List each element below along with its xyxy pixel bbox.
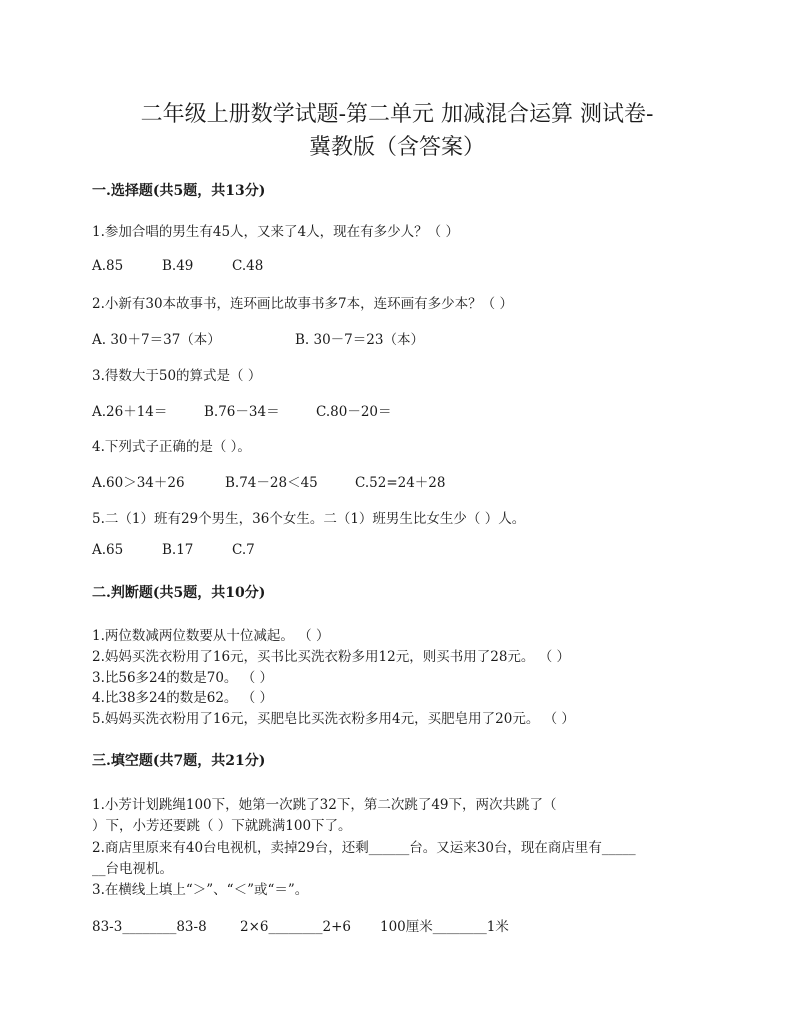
q3-option-c: C.80－20＝ — [316, 404, 392, 420]
judge-item-3: 3.比56多24的数是70。 （ ） — [92, 670, 273, 686]
page-title-line2: 冀教版（含答案） — [308, 135, 485, 160]
section2-heading: 二.判断题(共5题，共10分) — [92, 585, 266, 601]
judge-item-5: 5.妈妈买洗衣粉用了16元，买肥皂比买洗衣粉多用4元，买肥皂用了20元。 （ ） — [92, 711, 575, 727]
fill-q1-line2: ）下，小芳还要跳（ ）下就跳满100下了。 — [92, 818, 352, 834]
fill-q1-line1: 1.小芳计划跳绳100下，她第一次跳了32下，第二次跳了49下，两次共跳了（ — [92, 797, 557, 813]
q3-stem: 3.得数大于50的算式是（ ） — [92, 368, 262, 384]
q3-option-b: B.76－34＝ — [204, 404, 280, 420]
q4-stem: 4.下列式子正确的是（ ）。 — [92, 439, 251, 455]
fill-q3-stem: 3.在横线上填上“＞”、“＜”或“＝”。 — [92, 882, 309, 898]
q5-option-b: B.17 — [162, 542, 194, 558]
page-title-line1: 二年级上册数学试题-第二单元 加减混合运算 测试卷- — [140, 102, 654, 127]
q5-options — [92, 542, 255, 558]
fill-q3-item-1: 83-3________83-8 — [92, 919, 207, 935]
section1-heading: 一.选择题(共5题，共13分) — [92, 183, 266, 199]
fill-q3-item-2: 2×6________2+6 — [240, 919, 351, 935]
q1-option-b: B.49 — [162, 258, 194, 274]
q1-stem: 1.参加合唱的男生有45人，又来了4人，现在有多少人？（ ） — [92, 224, 459, 240]
q2-options — [92, 328, 424, 348]
q2-option-a: A. 30＋7＝37（本） — [92, 332, 221, 348]
section3-heading: 三.填空题(共7题，共21分) — [92, 753, 266, 769]
q4-option-b: B.74－28＜45 — [225, 475, 318, 491]
judge-item-1: 1.两位数减两位数要从十位减起。 （ ） — [92, 628, 330, 644]
q4-option-c: C.52=24＋28 — [355, 475, 446, 491]
q2-stem: 2.小新有30本故事书，连环画比故事书多7本，连环画有多少本？（ ） — [92, 296, 513, 312]
q4-options — [92, 471, 446, 491]
fill-q2-line1: 2.商店里原来有40台电视机，卖掉29台，还剩______台。又运来30台，现在商店里有_____ — [92, 840, 636, 856]
q4-option-a: A.60＞34＋26 — [92, 475, 185, 491]
q5-option-c: C.7 — [232, 542, 255, 558]
q3-options — [92, 400, 392, 420]
fill-q2-line2: __台电视机。 — [92, 861, 173, 877]
q1-option-c: C.48 — [232, 258, 264, 274]
q1-option-a: A.85 — [92, 258, 124, 274]
q5-stem: 5.二（1）班有29个男生，36个女生。二（1）班男生比女生少（ ）人。 — [92, 511, 526, 527]
q2-option-b: B. 30－7＝23（本） — [295, 332, 424, 348]
fill-q3-item-3: 100厘米________1米 — [380, 919, 509, 935]
judge-item-2: 2.妈妈买洗衣粉用了16元，买书比买洗衣粉多用12元，则买书用了28元。 （ ） — [92, 649, 570, 665]
fill-q3-items — [92, 915, 509, 935]
q3-option-a: A.26＋14＝ — [92, 404, 168, 420]
q1-options — [92, 258, 263, 274]
judge-item-4: 4.比38多24的数是62。 （ ） — [92, 690, 273, 706]
q5-option-a: A.65 — [92, 542, 124, 558]
